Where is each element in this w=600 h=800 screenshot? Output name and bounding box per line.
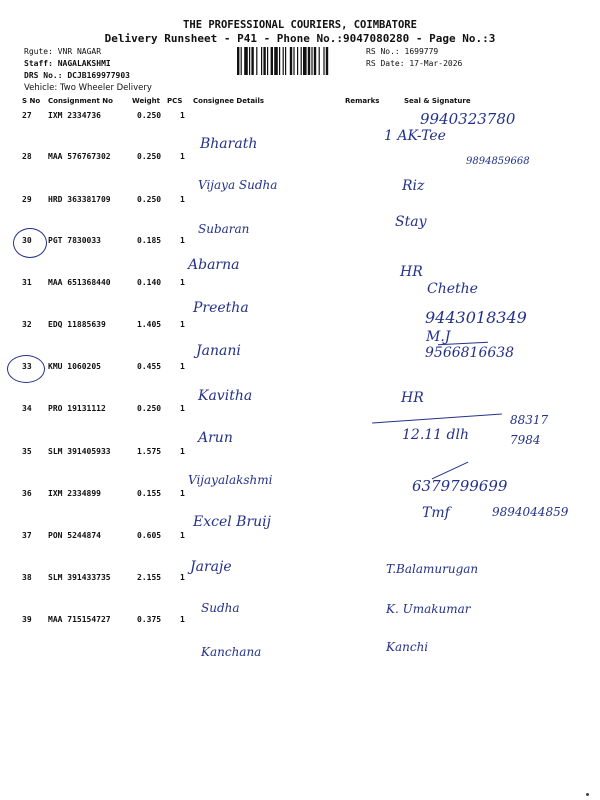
cell-sno: 27 — [22, 111, 32, 120]
cell-weight: 0.250 — [137, 404, 162, 413]
cell-pcs: 1 — [180, 195, 185, 204]
cell-pcs: 1 — [180, 278, 185, 287]
cell-weight: 0.250 — [137, 111, 162, 120]
handwritten-name: Kavitha — [198, 388, 253, 404]
handwritten-name: Sudha — [201, 601, 240, 615]
handwritten-phone: 9940323780 — [420, 110, 516, 128]
table-row — [0, 531, 600, 571]
table-row — [0, 573, 600, 613]
cell-consignment: SLM 391433735 — [48, 573, 111, 582]
col-remarks: Remarks — [345, 97, 380, 105]
handwritten-number: 88317 — [510, 413, 549, 427]
handwritten-name: Excel Bruij — [193, 514, 271, 530]
barcode-bar — [297, 47, 298, 75]
cell-sno: 31 — [22, 278, 32, 287]
cell-pcs: 1 — [180, 362, 185, 371]
staff-label: Staff: NAGALAKSHMI — [24, 59, 111, 68]
cell-weight: 0.375 — [137, 615, 162, 624]
cell-consignment: IXM 2334899 — [48, 489, 101, 498]
handwritten-phone: 9894044859 — [492, 505, 569, 519]
handwritten-phone: 6379799699 — [412, 477, 508, 495]
handwritten-signature: 12.11 dlh — [402, 427, 469, 443]
handwritten-phone: 9566816638 — [425, 345, 515, 361]
col-seal-signature: Seal & Signature — [404, 97, 471, 105]
barcode-bar — [314, 47, 316, 75]
cell-consignment: IXM 2334736 — [48, 111, 101, 120]
cell-weight: 0.250 — [137, 195, 162, 204]
barcode-bar — [267, 47, 268, 75]
cell-sno: 33 — [22, 362, 32, 371]
col-sno: S No — [22, 97, 41, 105]
cell-sno: 35 — [22, 447, 32, 456]
cell-consignment: KMU 1060205 — [48, 362, 101, 371]
cell-consignment: EDQ 11885639 — [48, 320, 106, 329]
barcode-bar — [279, 47, 280, 75]
cell-consignment: PGT 7830033 — [48, 236, 101, 245]
handwritten-signature: K. Umakumar — [386, 602, 471, 616]
handwritten-signature: HR — [400, 264, 423, 280]
handwritten-signature: Chethe — [427, 281, 478, 297]
handwritten-signature: M.J — [426, 329, 451, 345]
barcode-bar — [256, 47, 257, 75]
table-row — [0, 447, 600, 487]
handwritten-name: Arun — [198, 430, 233, 446]
cell-pcs: 1 — [180, 531, 185, 540]
handwritten-name: Preetha — [193, 300, 249, 316]
barcode-bar — [308, 47, 310, 75]
barcode-bar — [323, 47, 324, 75]
cell-weight: 0.140 — [137, 278, 162, 287]
cell-weight: 1.405 — [137, 320, 162, 329]
handwritten-number: 7984 — [510, 433, 541, 447]
cell-pcs: 1 — [180, 404, 185, 413]
handwritten-name: Bharath — [200, 136, 258, 152]
cell-pcs: 1 — [180, 152, 185, 161]
col-consignee: Consignee Details — [193, 97, 265, 105]
cell-weight: 0.250 — [137, 152, 162, 161]
handwritten-phone: 9894859668 — [466, 156, 530, 167]
handwritten-signature: T.Balamurugan — [386, 562, 479, 576]
handwritten-name: Vijayalakshmi — [188, 473, 273, 487]
vehicle-label: Vehicle: Two Wheeler Delivery — [24, 83, 152, 93]
speck-mark — [586, 793, 589, 796]
cell-weight: 0.185 — [137, 236, 162, 245]
handwritten-signature: 1 AK-Tee — [384, 128, 446, 144]
cell-weight: 1.575 — [137, 447, 162, 456]
barcode-bar — [283, 47, 284, 75]
document-title: THE PROFESSIONAL COURIERS, COIMBATORE — [183, 19, 417, 31]
handwritten-name: Abarna — [188, 257, 240, 273]
cell-sno: 28 — [22, 152, 32, 161]
pen-circle-mark — [13, 228, 47, 258]
barcode-bar — [244, 47, 248, 75]
handwritten-name: Subaran — [198, 222, 250, 236]
table-row — [0, 195, 600, 235]
rs-number: RS No.: 1699779 — [366, 47, 439, 56]
cell-sno: 38 — [22, 573, 32, 582]
col-consignment: Consignment No — [48, 97, 113, 105]
handwritten-name: Janani — [196, 343, 241, 359]
cell-consignment: HRD 363381709 — [48, 195, 111, 204]
cell-sno: 34 — [22, 404, 32, 413]
table-row — [0, 615, 600, 655]
barcode-bar — [303, 47, 307, 75]
barcode-bar — [271, 47, 273, 75]
barcode-bar — [251, 47, 253, 75]
route-label: Rgute: VNR NAGAR — [24, 47, 102, 56]
cell-consignment: PON 5244874 — [48, 531, 101, 540]
cell-sno: 39 — [22, 615, 32, 624]
cell-consignment: SLM 391405933 — [48, 447, 111, 456]
runsheet-subtitle: Delivery Runsheet - P41 - Phone No.:9047080280 - Page No.:3 — [104, 32, 496, 45]
cell-weight: 2.155 — [137, 573, 162, 582]
barcode-bar — [274, 47, 278, 75]
handwritten-signature: Tmf — [422, 505, 450, 521]
barcode — [237, 47, 361, 75]
cell-weight: 0.455 — [137, 362, 162, 371]
cell-consignment: PRO 19131112 — [48, 404, 106, 413]
cell-weight: 0.605 — [137, 531, 162, 540]
drs-number: DRS No.: DCJB169977903 — [24, 71, 130, 80]
cell-pcs: 1 — [180, 447, 185, 456]
cell-consignment: MAA 576767302 — [48, 152, 111, 161]
barcode-bar — [261, 47, 262, 75]
barcode-bar — [237, 47, 239, 75]
barcode-bar — [293, 47, 294, 75]
barcode-bar — [326, 47, 328, 75]
cell-consignment: MAA 715154727 — [48, 615, 111, 624]
handwritten-signature: Stay — [395, 214, 427, 230]
handwritten-name: Kanchana — [201, 645, 262, 659]
cell-sno: 29 — [22, 195, 32, 204]
handwritten-signature: HR — [401, 390, 424, 406]
cell-sno: 36 — [22, 489, 32, 498]
cell-pcs: 1 — [180, 615, 185, 624]
cell-sno: 32 — [22, 320, 32, 329]
cell-pcs: 1 — [180, 236, 185, 245]
barcode-bar — [319, 47, 320, 75]
table-row — [0, 362, 600, 402]
cell-sno: 37 — [22, 531, 32, 540]
cell-pcs: 1 — [180, 111, 185, 120]
barcode-bar — [290, 47, 292, 75]
pen-circle-mark — [7, 355, 45, 383]
cell-weight: 0.155 — [137, 489, 162, 498]
handwritten-name: Jaraje — [190, 559, 232, 575]
handwritten-signature: Riz — [402, 178, 425, 194]
barcode-bar — [263, 47, 265, 75]
cell-pcs: 1 — [180, 489, 185, 498]
barcode-bar — [241, 47, 242, 75]
barcode-bar — [311, 47, 312, 75]
cell-sno: 30 — [22, 236, 32, 245]
cell-consignment: MAA 651368440 — [48, 278, 111, 287]
col-pcs: PCS — [167, 97, 183, 105]
barcode-bar — [285, 47, 286, 75]
handwritten-signature: Kanchi — [386, 640, 429, 654]
handwritten-phone: 9443018349 — [425, 308, 527, 327]
cell-pcs: 1 — [180, 573, 185, 582]
rs-date: RS Date: 17-Mar-2026 — [366, 59, 463, 68]
barcode-bar — [249, 47, 250, 75]
handwritten-name: Vijaya Sudha — [198, 178, 278, 192]
table-row — [0, 236, 600, 276]
col-weight: Weight — [132, 97, 160, 105]
barcode-bar — [301, 47, 302, 75]
cell-pcs: 1 — [180, 320, 185, 329]
